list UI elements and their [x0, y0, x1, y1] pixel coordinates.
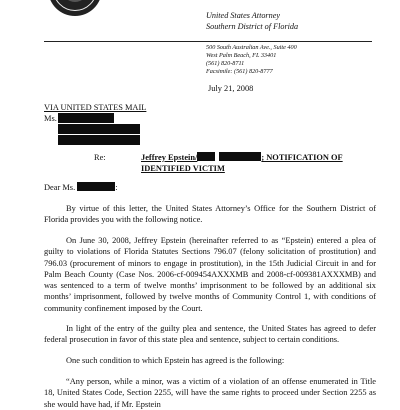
address-phone: (561) 820-8711	[206, 60, 245, 68]
office-district: Southern District of Florida	[206, 22, 299, 31]
address-city: West Palm Beach, FL 33401	[206, 52, 277, 60]
subject-line-2: IDENTIFIED VICTIM	[141, 164, 225, 173]
redaction-recipient-name	[58, 113, 114, 123]
delivery-method: VIA UNITED STATES MAIL	[44, 103, 147, 112]
subject-line	[141, 152, 376, 163]
office-address	[206, 44, 297, 76]
address-street: 500 South Australian Ave., Suite 400	[206, 44, 297, 51]
paragraph-deferral	[44, 323, 376, 346]
letter-date: July 21, 2008	[208, 84, 254, 93]
doj-seal	[48, 0, 102, 16]
paragraph-deferral-text: In light of the entry of the guilty plea and sentence, the United States has agreed to defer federal prosecution in favor of this state plea and sentence, subject to certain conditions.	[44, 324, 376, 345]
paragraph-condition	[44, 355, 376, 366]
subject-tail: ; NOTIFICATION OF	[261, 153, 343, 162]
letterhead-divider	[44, 41, 372, 42]
paragraph-notice	[44, 203, 376, 226]
paragraph-plea-text: On June 30, 2008, Jeffrey Epstein (hereinafter referred to as “Epstein) entered a plea of guilty to violations of Florida Statutes Sections 796.07 (felony solicitation of prostitution) and 796.03 (procurement of minors to engage in prostitution), in the 15th Judicial Circuit in and for Palm Beach County (Case Nos. 2006-cf-009454AXXXMB and 2008-cf-009381AXXXMB) and was sentenced to a term of twelve months’ imprisonment to be followed by an additional six months’ imprisonment, followed by twelve months of Community Control 1, with conditions of community confinement imposed by the Court.	[44, 236, 376, 313]
salutation-suffix: :	[115, 183, 118, 192]
redaction-recipient-address-2	[58, 135, 140, 145]
redaction-salutation-name	[77, 182, 118, 192]
recipient-prefix: Ms.	[44, 114, 57, 123]
redaction-subject-1	[197, 152, 215, 161]
paragraph-quote	[44, 376, 376, 410]
paragraph-condition-text: One such condition to which Epstein has agreed is the following:	[66, 356, 285, 365]
salutation	[44, 182, 118, 193]
paragraph-notice-text: By virtue of this letter, the United States Attorney’s Office for the Southern District of Florida provides you with the following notice.	[44, 204, 376, 225]
paragraph-plea	[44, 235, 376, 314]
paragraph-quote-text: “Any person, while a minor, was a victim of a violation of an offense enumerated in Title 18, United States Code, Section 2255, will have the same rights to proceed under Section 2255 as she would have had, if Mr. Epstein	[44, 377, 376, 409]
redaction-subject-2	[219, 152, 261, 161]
salutation-prefix: Dear Ms.	[44, 183, 76, 192]
subject-name: Jeffrey Epstein/	[141, 153, 198, 162]
address-fax: Facsimile: (561) 820-8777	[206, 68, 273, 76]
redaction-recipient-address-1	[58, 124, 140, 134]
office-heading	[206, 10, 298, 32]
subject-label: Re:	[94, 153, 106, 162]
office-title: United States Attorney	[206, 11, 280, 20]
